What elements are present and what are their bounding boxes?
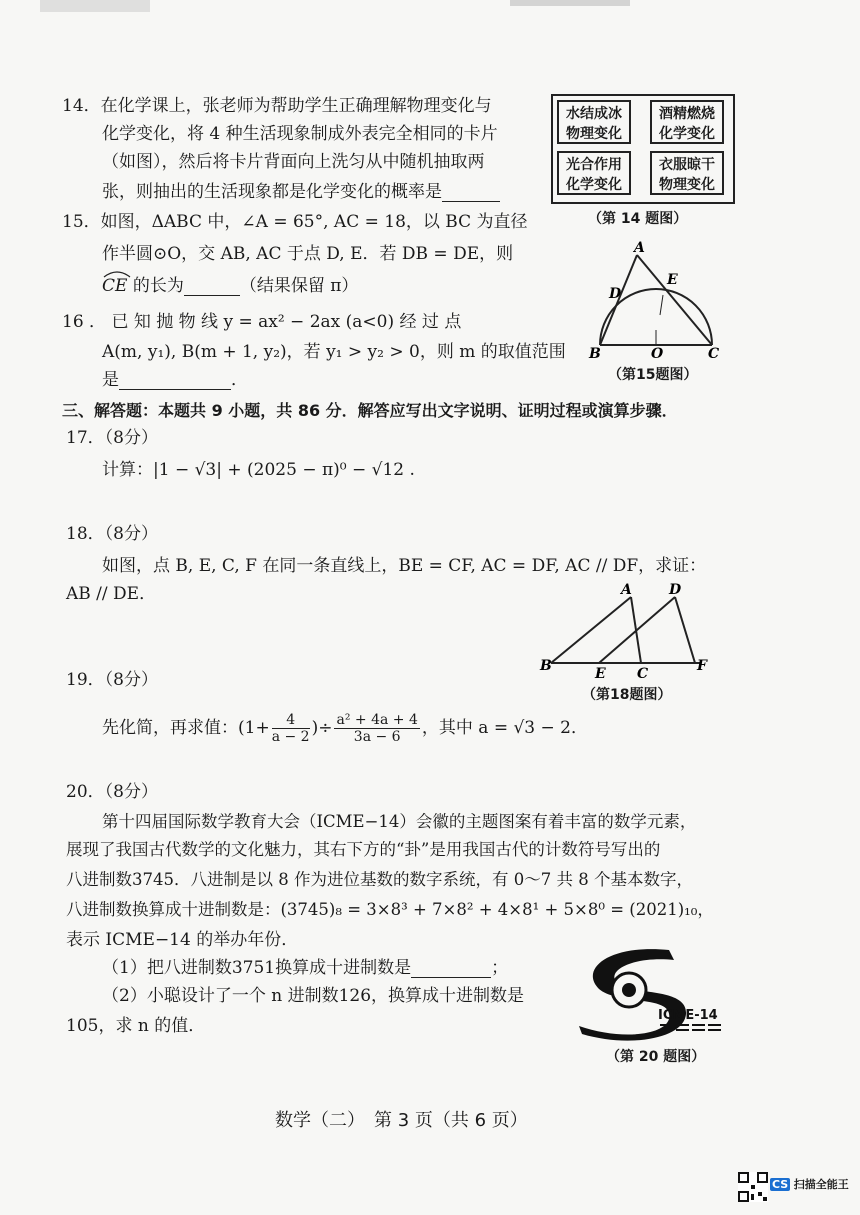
icme-logo-text: ICME-14 bbox=[658, 1008, 718, 1023]
card-3-bottom: 化学变化 bbox=[566, 177, 622, 193]
q16-answer-blank bbox=[119, 373, 231, 390]
q15-line3: CE 的长为 （结果保留 π） bbox=[102, 276, 358, 296]
q16-line1: 16 ． 已 知 抛 物 线 y = ax² − 2ax (a<0) 经 过 点 bbox=[62, 312, 462, 332]
q14-line3: （如图），然后将卡片背面向上洗匀从中随机抽取两 bbox=[102, 152, 485, 172]
q18-figure bbox=[535, 580, 715, 680]
q20-line3: 八进制数3745．八进制是以 8 作为进位基数的数字系统，有 0～7 共 8 个基本数字， bbox=[66, 870, 693, 889]
scanner-logo-icon: CS bbox=[772, 1178, 789, 1191]
q14-line4: 张，则抽出的生活现象都是化学变化的概率是 bbox=[102, 182, 500, 202]
q14-answer-blank bbox=[442, 185, 500, 202]
qr-code-icon bbox=[738, 1172, 768, 1202]
card-1-bottom: 物理变化 bbox=[566, 126, 622, 142]
q20-sub2a: （2）小聪设计了一个 n 进制数126，换算成十进制数是 bbox=[102, 986, 525, 1006]
q14-line2: 化学变化，将 4 种生活现象制成外表完全相同的卡片 bbox=[102, 124, 498, 144]
label-B: B bbox=[589, 346, 601, 360]
scanner-watermark bbox=[770, 1176, 849, 1192]
label-C: C bbox=[637, 666, 649, 680]
arc-mark bbox=[102, 270, 132, 278]
card-4-top: 衣服晾干 bbox=[659, 157, 715, 173]
label-A: A bbox=[634, 240, 645, 256]
section-3-heading: 三、解答题：本题共 9 小题，共 86 分．解答应写出文字说明、证明过程或演算步骤． bbox=[62, 401, 678, 420]
label-E: E bbox=[667, 272, 678, 288]
q14-caption: （第 14 题图） bbox=[588, 211, 688, 227]
q20-head: 20．（8分） bbox=[66, 782, 158, 802]
q20-line1: 第十四届国际数学教育大会（ICME−14）会徽的主题图案有着丰富的数学元素， bbox=[102, 812, 697, 831]
q20-line4: 八进制数换算成十进制数是：(3745)₈ = 3×8³ + 7×8² + 4×8¹ + 5×8⁰ = (2021)₁₀， bbox=[66, 900, 714, 919]
label-A: A bbox=[621, 582, 632, 598]
q20-answer-blank bbox=[411, 961, 491, 978]
q18-line1: 如图，点 B, E, C, F 在同一条直线上，BE = CF, AC = DF, AC // DF，求证： bbox=[102, 556, 707, 576]
label-D: D bbox=[669, 582, 682, 598]
arc-ce: CE bbox=[102, 276, 127, 296]
q18-caption: （第18题图） bbox=[582, 687, 672, 703]
q19-fraction-1: $\frac{4}{a - 2}$ bbox=[271, 712, 310, 745]
label-B: B bbox=[540, 658, 552, 674]
q20-line2: 展现了我国古代数学的文化魅力，其右下方的“卦”是用我国古代的计数符号写出的 bbox=[66, 840, 661, 859]
q14-card-1 bbox=[557, 100, 631, 144]
q15-line1: 15．如图，ΔABC 中，∠A = 65°, AC = 18，以 BC 为直径 bbox=[62, 212, 528, 232]
q18-head: 18．（8分） bbox=[66, 524, 158, 544]
q19-fraction-2: $\frac{\text{a² + 4a + 4}}{3a - 6}$ bbox=[336, 712, 418, 745]
q16-line2: A(m, y₁), B(m + 1, y₂)，若 y₁ > y₂ > 0，则 m 的取值范围 bbox=[102, 342, 566, 362]
q14-card-4 bbox=[650, 151, 724, 195]
card-2-top: 酒精燃烧 bbox=[659, 106, 715, 122]
label-F: F bbox=[697, 658, 707, 674]
q20-sub1: （1）把八进制数3751换算成十进制数是 ； bbox=[102, 958, 509, 978]
q15-figure bbox=[585, 240, 725, 360]
q14-line1: 14．在化学课上，张老师为帮助学生正确理解物理变化与 bbox=[62, 96, 492, 116]
q16-line3: 是 ． bbox=[102, 370, 248, 390]
q17-head: 17．（8分） bbox=[66, 428, 158, 448]
q19-body: 先化简，再求值：(1+ $\frac{4}{a - 2}$ )÷ $\frac{\text{a² + 4a + 4}}{3a - 6}$ ，其中 a = √3 − 2． bbox=[102, 712, 588, 745]
q20-caption: （第 20 题图） bbox=[606, 1049, 706, 1065]
page-footer: 数学（二） 第 3 页（共 6 页） bbox=[275, 1110, 528, 1131]
q20-sub2b: 105，求 n 的值． bbox=[66, 1016, 206, 1036]
label-C: C bbox=[708, 346, 720, 360]
q15-line2: 作半圆⊙O，交 AB, AC 于点 D, E．若 DB = DE，则 bbox=[102, 244, 514, 264]
q15-answer-blank bbox=[184, 279, 240, 296]
label-D: D bbox=[609, 286, 622, 302]
q19-head: 19．（8分） bbox=[66, 670, 158, 690]
scanner-brand-name: 扫描全能王 bbox=[793, 1178, 849, 1191]
label-E: E bbox=[595, 666, 606, 680]
card-1-top: 水结成冰 bbox=[566, 106, 622, 122]
icme-logo bbox=[574, 944, 734, 1044]
card-2-bottom: 化学变化 bbox=[659, 126, 715, 142]
card-3-top: 光合作用 bbox=[566, 157, 622, 173]
q18-line2: AB // DE． bbox=[66, 584, 157, 604]
q14-card-2 bbox=[650, 100, 724, 144]
q15-caption: （第15题图） bbox=[608, 367, 698, 383]
q17-body: 计算：|1 − √3| + (2025 − π)⁰ − √12 . bbox=[102, 460, 415, 480]
q14-card-3 bbox=[557, 151, 631, 195]
card-4-bottom: 物理变化 bbox=[659, 177, 715, 193]
scan-artifact bbox=[40, 0, 820, 14]
label-O: O bbox=[651, 346, 664, 360]
q20-line5: 表示 ICME−14 的举办年份． bbox=[66, 930, 299, 950]
